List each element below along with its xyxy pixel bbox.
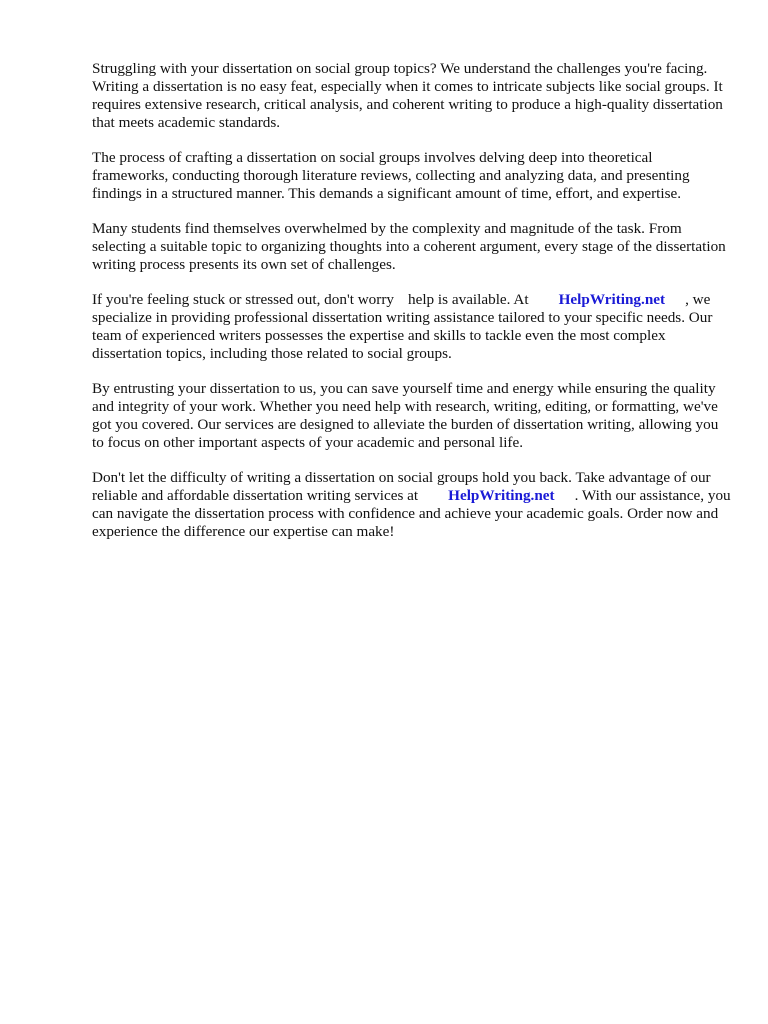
paragraph-help-text-mid: help is available. At bbox=[407, 291, 529, 308]
helpwriting-link[interactable]: HelpWriting.net bbox=[558, 291, 666, 308]
paragraph-cta-text-end: . With our assistance, you can navigate the dissertation process with confidence and achieve your academic goals. Order now and experience the difference our expertise can make! bbox=[92, 487, 731, 540]
paragraph-call-to-action bbox=[92, 469, 732, 541]
paragraph-process-text: The process of crafting a dissertation on social groups involves delving deep into theoretical frameworks, conducting thorough literature reviews, collecting and analyzing data, and presenting findings in a structured manner. This demands a significant amount of time, effort, and expertise. bbox=[92, 149, 690, 202]
paragraph-challenges bbox=[92, 220, 732, 274]
paragraph-entrusting-text: By entrusting your dissertation to us, you can save yourself time and energy while ensuring the quality and integrity of your work. Whether you need help with research, writing, editing, or formatting, we've got you covered. Our services are designed to alleviate the burden of dissertation writing, allowing you to focus on other important aspects of your academic and personal life. bbox=[92, 380, 719, 451]
paragraph-cta-text-start: Don't let the difficulty of writing a dissertation on social groups hold you back. Take advantage of our reliable and affordable dissertation writing services at bbox=[92, 469, 711, 504]
paragraph-help-text-start: If you're feeling stuck or stressed out, don't worry bbox=[92, 291, 394, 308]
paragraph-help bbox=[92, 291, 732, 363]
helpwriting-link-cta[interactable]: HelpWriting.net bbox=[448, 487, 555, 504]
document-page bbox=[92, 60, 732, 558]
paragraph-entrusting bbox=[92, 380, 732, 452]
paragraph-intro-text: Struggling with your dissertation on social group topics? We understand the challenges you're facing. Writing a dissertation is no easy feat, especially when it comes to intricate subjects like social groups. It requires extensive research, critical analysis, and coherent writing to produce a high-quality dissertation that meets academic standards. bbox=[92, 60, 723, 131]
paragraph-help-text-end: , we specialize in providing professional dissertation writing assistance tailored to your specific needs. Our team of experienced writers possesses the expertise and skills to tackle even the most complex dissertation topics, including those related to social groups. bbox=[92, 291, 713, 362]
paragraph-intro bbox=[92, 60, 732, 132]
paragraph-challenges-text: Many students find themselves overwhelmed by the complexity and magnitude of the task. From selecting a suitable topic to organizing thoughts into a coherent argument, every stage of the dissertation writing process presents its own set of challenges. bbox=[92, 220, 726, 273]
paragraph-process bbox=[92, 149, 732, 203]
